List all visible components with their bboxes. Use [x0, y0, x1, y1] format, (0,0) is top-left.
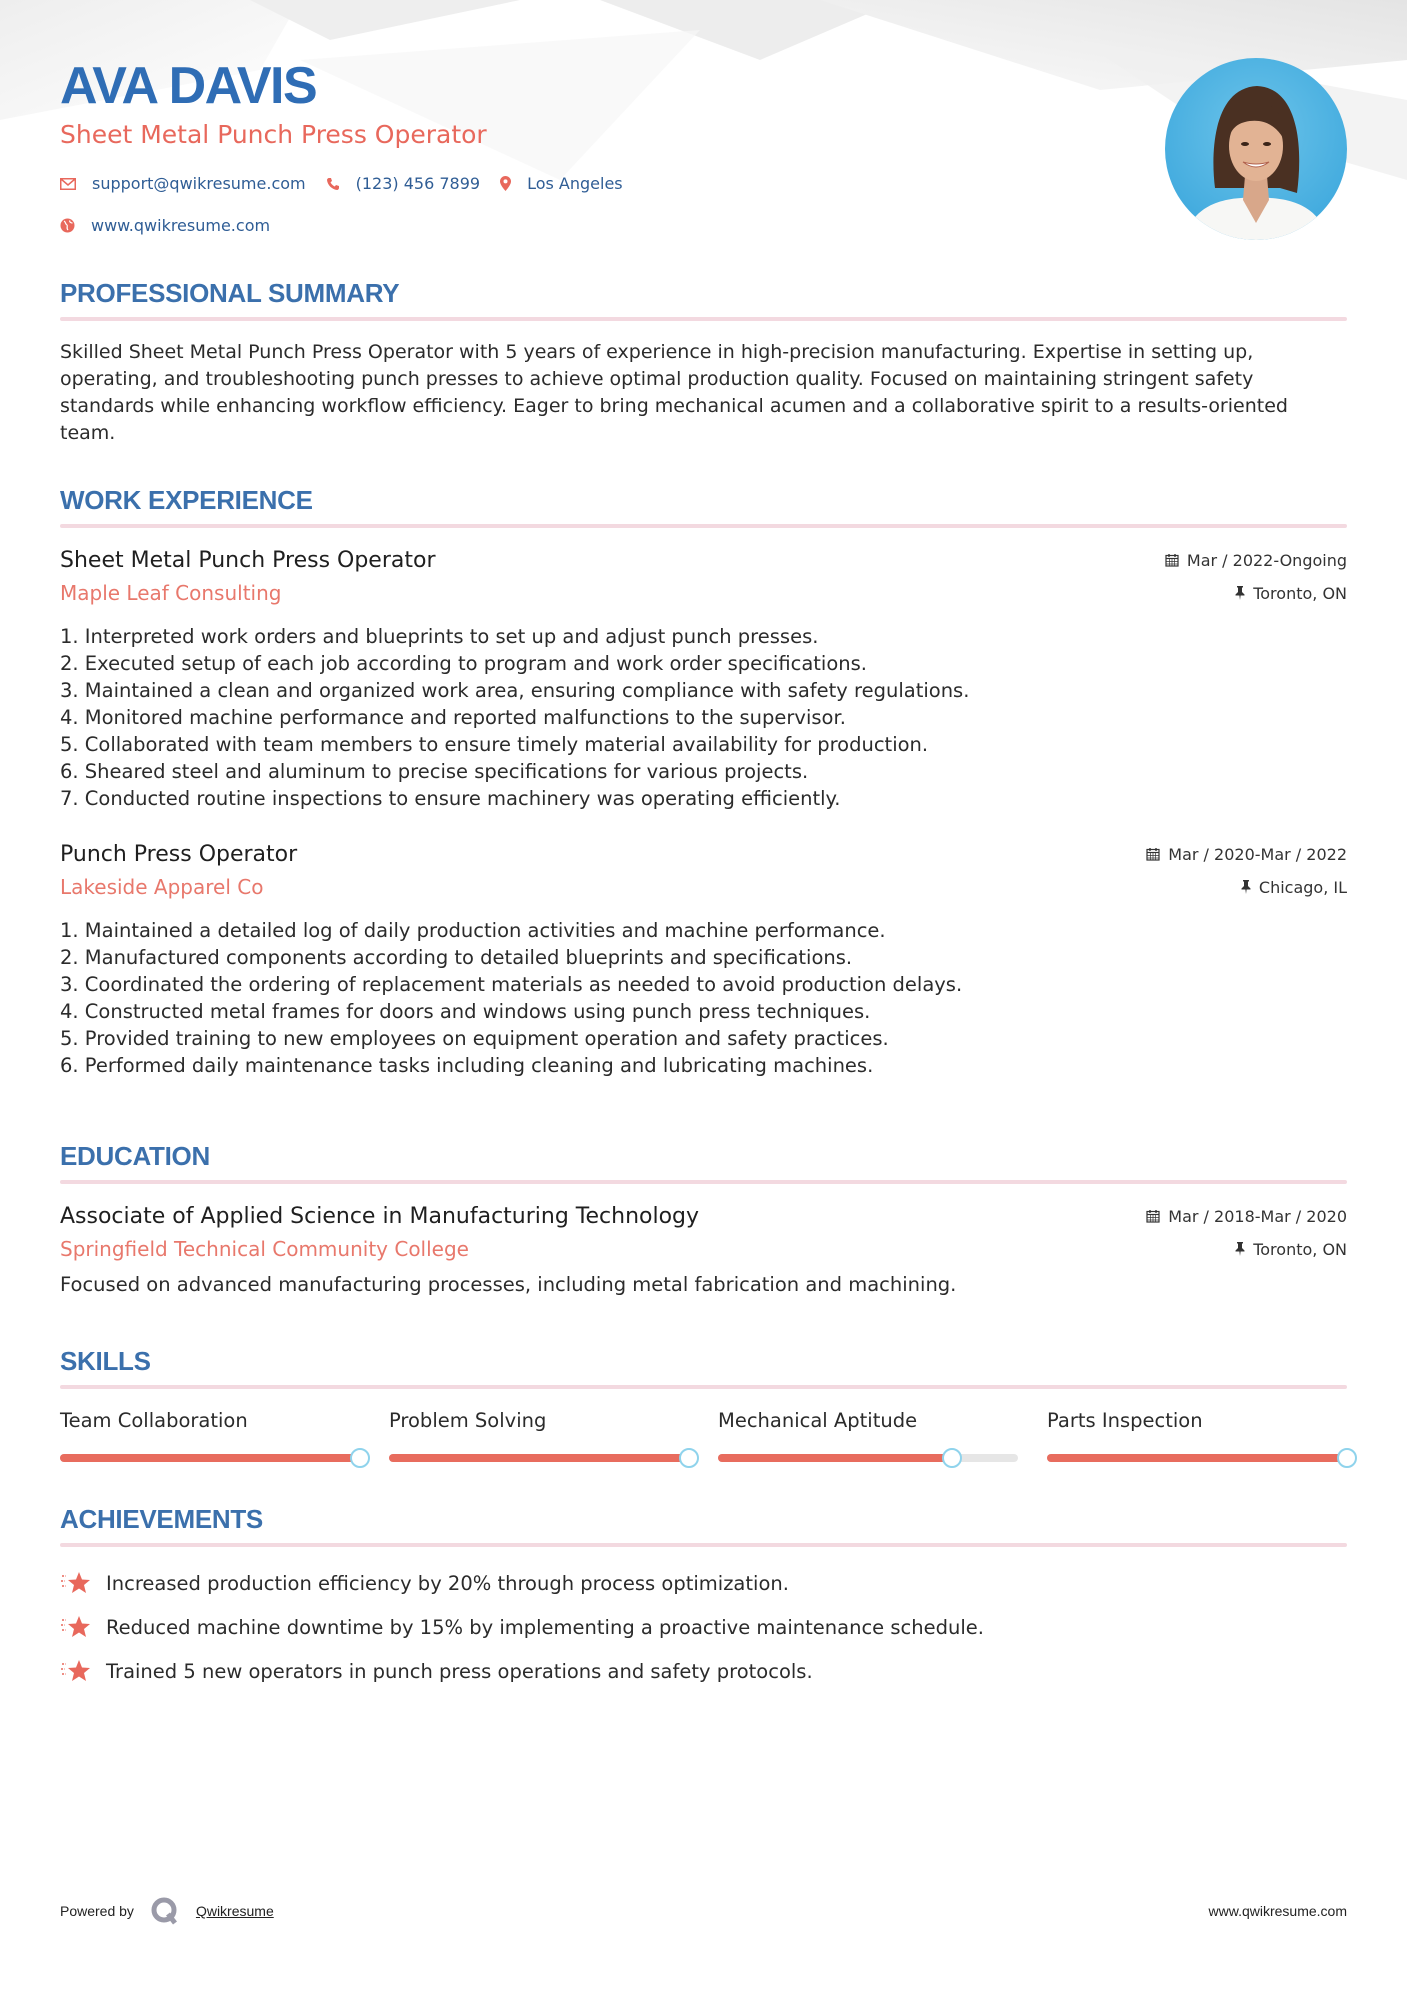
section-experience [60, 485, 1347, 1079]
footer-website[interactable]: www.qwikresume.com [1208, 1903, 1347, 1919]
skill-level-fill [1047, 1454, 1347, 1462]
location-text: Los Angeles [527, 174, 623, 193]
section-achievements [60, 1504, 1347, 1693]
degree-title: Associate of Applied Science in Manufacturing Technology [60, 1204, 700, 1229]
skill-item [60, 1409, 360, 1462]
education-description: Focused on advanced manufacturing processes, including metal fabrication and machining. [60, 1273, 957, 1296]
section-divider [60, 1385, 1347, 1389]
star-icon [60, 1614, 92, 1640]
contact-location [500, 174, 623, 193]
skill-level-knob [350, 1448, 370, 1468]
school-name: Springfield Technical Community College [60, 1237, 469, 1261]
skill-level-fill [60, 1454, 360, 1462]
job-bullet: 6. Performed daily maintenance tasks including cleaning and lubricating machines. [60, 1054, 874, 1077]
calendar-icon [1165, 553, 1179, 567]
phone-icon [326, 177, 340, 191]
profile-photo [1165, 58, 1347, 240]
contact-row [60, 174, 643, 193]
pushpin-icon [1235, 586, 1245, 600]
achievement-text: Trained 5 new operators in punch press operations and safety protocols. [106, 1659, 813, 1683]
achievement-item [60, 1605, 1347, 1649]
job-bullet: 3. Coordinated the ordering of replacement materials as needed to avoid production delays. [60, 973, 963, 996]
achievement-text: Reduced machine downtime by 15% by implementing a proactive maintenance schedule. [106, 1615, 984, 1639]
qwikresume-link[interactable]: Qwikresume [195, 1903, 274, 1919]
page-footer [60, 1896, 1347, 1926]
contact-phone[interactable] [326, 174, 480, 193]
job-bullet: 4. Monitored machine performance and reported malfunctions to the supervisor. [60, 706, 846, 729]
company-name: Maple Leaf Consulting [60, 581, 282, 605]
calendar-icon [1146, 847, 1160, 861]
skill-name: Problem Solving [389, 1409, 547, 1432]
education-location: Toronto, ON [1253, 1239, 1347, 1259]
skill-level-bar [718, 1454, 1018, 1462]
job-bullets [60, 917, 1347, 1079]
company-name: Lakeside Apparel Co [60, 875, 264, 899]
skills-list [60, 1409, 1347, 1462]
education-entry [60, 1204, 1347, 1296]
skill-level-knob [1337, 1448, 1357, 1468]
job-meta [1165, 548, 1347, 605]
job-entry [60, 548, 1347, 812]
star-icon [60, 1658, 92, 1684]
resume-header [60, 0, 1347, 260]
job-bullet: 3. Maintained a clean and organized work area, ensuring compliance with safety regulations. [60, 679, 970, 702]
skill-name: Mechanical Aptitude [718, 1409, 918, 1432]
phone-text: (123) 456 7899 [355, 174, 481, 193]
job-bullet: 6. Sheared steel and aluminum to precise specifications for various projects. [60, 760, 809, 783]
skill-level-knob [679, 1448, 699, 1468]
email-text: support@qwikresume.com [92, 174, 306, 193]
skill-name: Parts Inspection [1047, 1409, 1203, 1432]
star-icon [60, 1570, 92, 1596]
calendar-icon [1146, 1209, 1160, 1223]
candidate-title: Sheet Metal Punch Press Operator [60, 120, 487, 149]
job-title: Punch Press Operator [60, 842, 298, 867]
job-bullet: 1. Interpreted work orders and blueprints to set up and adjust punch presses. [60, 625, 819, 648]
section-skills [60, 1346, 1347, 1462]
section-divider [60, 1180, 1347, 1184]
section-education [60, 1141, 1347, 1296]
skill-item [1047, 1409, 1347, 1462]
skill-level-fill [389, 1454, 689, 1462]
powered-by-label: Powered by [60, 1903, 134, 1919]
qwikresume-logo-icon [150, 1896, 180, 1926]
skill-item [389, 1409, 689, 1462]
section-title: SKILLS [60, 1346, 151, 1376]
pushpin-icon [1241, 880, 1251, 894]
contact-website[interactable] [60, 216, 270, 235]
job-bullet: 5. Provided training to new employees on equipment operation and safety practices. [60, 1027, 889, 1050]
job-bullet: 2. Manufactured components according to detailed blueprints and specifications. [60, 946, 853, 969]
contact-row-website [60, 216, 290, 235]
skill-level-bar [60, 1454, 360, 1462]
education-meta [1146, 1204, 1347, 1261]
job-dates: Mar / 2020-Mar / 2022 [1168, 844, 1347, 864]
candidate-name: AVA DAVIS [60, 57, 317, 115]
job-bullet: 7. Conducted routine inspections to ensure machinery was operating efficiently. [60, 787, 841, 810]
job-location: Toronto, ON [1253, 583, 1347, 603]
website-text: www.qwikresume.com [91, 216, 271, 235]
skill-level-bar [1047, 1454, 1347, 1462]
section-title: PROFESSIONAL SUMMARY [60, 278, 400, 308]
achievement-text: Increased production efficiency by 20% through process optimization. [106, 1571, 789, 1595]
map-pin-icon [500, 176, 511, 191]
achievement-item [60, 1561, 1347, 1605]
job-entry [60, 842, 1347, 1079]
education-dates: Mar / 2018-Mar / 2020 [1168, 1206, 1347, 1226]
skill-level-fill [718, 1454, 952, 1462]
skill-item [718, 1409, 1018, 1462]
job-bullets [60, 623, 1347, 812]
globe-icon [60, 218, 75, 233]
section-title: ACHIEVEMENTS [60, 1504, 263, 1534]
summary-text: Skilled Sheet Metal Punch Press Operator with 5 years of experience in high-precision manufacturing. Expertise in setting up, operating, and troubleshooting punch presses to achieve optimal production quality. Focused on maintaining stringent safety standards while enhancing workflow efficiency. Eager to bring mechanical acumen and a collaborative spirit to a results-oriented team. [60, 341, 1288, 444]
skill-level-knob [942, 1448, 962, 1468]
job-dates: Mar / 2022-Ongoing [1186, 550, 1347, 570]
envelope-icon [60, 178, 76, 190]
job-meta [1146, 842, 1347, 899]
section-title: EDUCATION [60, 1141, 210, 1171]
skill-level-bar [389, 1454, 689, 1462]
achievements-list [60, 1561, 1347, 1693]
skill-name: Team Collaboration [60, 1409, 248, 1432]
contact-email[interactable] [60, 174, 306, 193]
job-title: Sheet Metal Punch Press Operator [60, 548, 436, 573]
job-bullet: 5. Collaborated with team members to ensure timely material availability for production. [60, 733, 929, 756]
section-title: WORK EXPERIENCE [60, 485, 313, 515]
job-bullet: 4. Constructed metal frames for doors and windows using punch press techniques. [60, 1000, 871, 1023]
pushpin-icon [1235, 1242, 1245, 1256]
job-location: Chicago, IL [1258, 877, 1347, 897]
job-bullet: 1. Maintained a detailed log of daily production activities and machine performance. [60, 919, 886, 942]
section-divider [60, 1543, 1347, 1547]
achievement-item [60, 1649, 1347, 1693]
section-divider [60, 317, 1347, 321]
section-summary [60, 278, 1347, 447]
section-divider [60, 524, 1347, 528]
job-bullet: 2. Executed setup of each job according to program and work order specifications. [60, 652, 867, 675]
